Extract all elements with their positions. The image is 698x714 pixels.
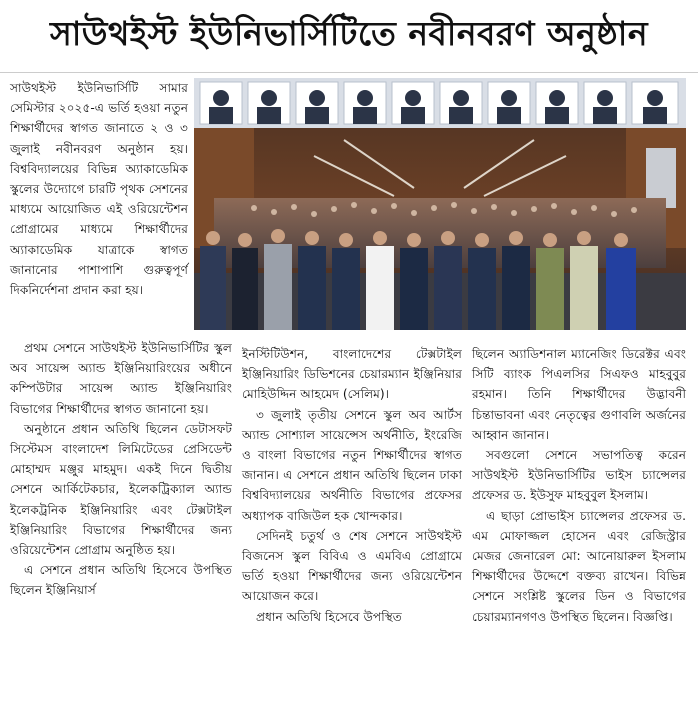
paragraph: এ সেশনে প্রধান অতিথি হিসেবে উপস্থিত ছিলেন ইঞ্জিনিয়ার্স — [10, 563, 232, 598]
article-column-1 — [10, 338, 232, 601]
paragraph: সবগুলো সেশনে সভাপতিত্ব করেন সাউথইস্ট ইউনিভার্সিটির ভাইস চ্যান্সেলর প্রফেসর ড. ইউসুফ মাহবুবুল ইসলাম। — [472, 448, 686, 503]
paragraph: এ ছাড়া প্রোভাইস চ্যান্সেলর প্রফেসর ড. এম মোফাজ্জল হোসেন এবং রেজিস্ট্রার মেজর জেনারেল মো: আনোয়ারুল ইসলাম শিক্ষার্থীদের উদ্দেশে বক্তব্য রাখেন। বিভিন্ন সেশনে সংশ্লিষ্ট স্কুলের ডিন ও বিভাগের চেয়ারম্যানগণও উপস্থিত ছিলেন। বিজ্ঞপ্তি। — [472, 508, 686, 624]
paragraph: সেদিনই চতুর্থ ও শেষ সেশনে সাউথইস্ট বিজনেস স্কুল বিবিএ ও এমবিএ প্রোগ্রামে ভর্তি হওয়া শিক্ষার্থীদের জন্য ওরিয়েন্টেশন আয়োজন করে। — [242, 528, 462, 604]
paragraph: ছিলেন অ্যাডিশনাল ম্যানেজিং ডিরেক্টর এবং সিটি ব্যাংক পিএলসির সিএফও মাহবুবুর রহমান। তিনি শিক্ষার্থীদের উদ্ভাবনী চিন্তাভাবনা এবং নেতৃত্বের গুণাবলি অর্জনের আহ্বান জানান। — [472, 347, 686, 442]
intro-paragraph: সাউথইস্ট ইউনিভার্সিটি সামার সেমিস্টার ২০২৫-এ ভর্তি হওয়া নতুন শিক্ষার্থীদের স্বাগত জানাতে ২ ও ৩ জুলাই নবীনবরণ অনুষ্ঠান হয়। বিশ্ববিদ্যালয়ের বিভিন্ন অ্যাকাডেমিক স্কুলের উদ্যোগে চারটি পৃথক সেশনের মাধ্যমে আয়োজিত এই ওরিয়েন্টেশন প্রোগ্রামের মাধ্যমে শিক্ষার্থীদের অ্যাকাডেমিক যাত্রাকে স্বাগত জানানোর পাশাপাশি গুরুত্বপূর্ণ দিকনির্দেশনা প্রদান করা হয়। — [10, 81, 188, 298]
event-photo-illustration — [194, 78, 686, 330]
article-column-3 — [472, 344, 686, 627]
event-photo — [194, 78, 686, 330]
paragraph: ৩ জুলাই তৃতীয় সেশনে স্কুল অব আর্টস অ্যান্ড সোশ্যাল সায়েন্সেস অর্থনীতি, ইংরেজি ও বাংলা বিভাগের নতুন শিক্ষার্থীদের স্বাগত জানান। এ সেশনে প্রধান অতিথি ছিলেন ঢাকা বিশ্ববিদ্যালয়ের অর্থনীতি বিভাগের প্রফেসর অধ্যাপক বাজিউল হক খোন্দকার। — [242, 407, 462, 523]
paragraph: প্রধান অতিথি হিসেবে উপস্থিত — [256, 609, 402, 624]
paragraph: ইনস্টিটিউশন, বাংলাদেশের টেক্সটাইল ইঞ্জিনিয়ারিং ডিভিশনের চেয়ারম্যান ইঞ্জিনিয়ার মোহিউদ্দিন আহমেদ (সেলিম)। — [242, 347, 462, 402]
article-body — [10, 338, 686, 708]
headline: সাউথইস্ট ইউনিভার্সিটিতে নবীনবরণ অনুষ্ঠান — [0, 0, 698, 73]
paragraph: অনুষ্ঠানে প্রধান অতিথি ছিলেন ডেটাসফট সিস্টেমস বাংলাদেশ লিমিটেডের প্রেসিডেন্ট মোহাম্মদ মঞ্জুর মাহমুদ। একই দিনে দ্বিতীয় সেশনে আর্কিটেকচার, ইলেকট্রিক্যাল অ্যান্ড ইলেকট্রনিক ইঞ্জিনিয়ারিং এবং টেক্সটাইল ইঞ্জিনিয়ারিং বিভাগের শিক্ষার্থীদের জন্য ওরিয়েন্টেশন প্রোগ্রাম অনুষ্ঠিত হয়। — [10, 421, 232, 558]
article-column-2 — [242, 344, 462, 627]
paragraph: প্রথম সেশনে সাউথইস্ট ইউনিভার্সিটির স্কুল অব সায়েন্স অ্যান্ড ইঞ্জিনিয়ারিংয়ের অধীনে কম্পিউটার সায়েন্স অ্যান্ড ইঞ্জিনিয়ারিং বিভাগের শিক্ষার্থীদের স্বাগত জানানো হয়। — [10, 341, 232, 416]
